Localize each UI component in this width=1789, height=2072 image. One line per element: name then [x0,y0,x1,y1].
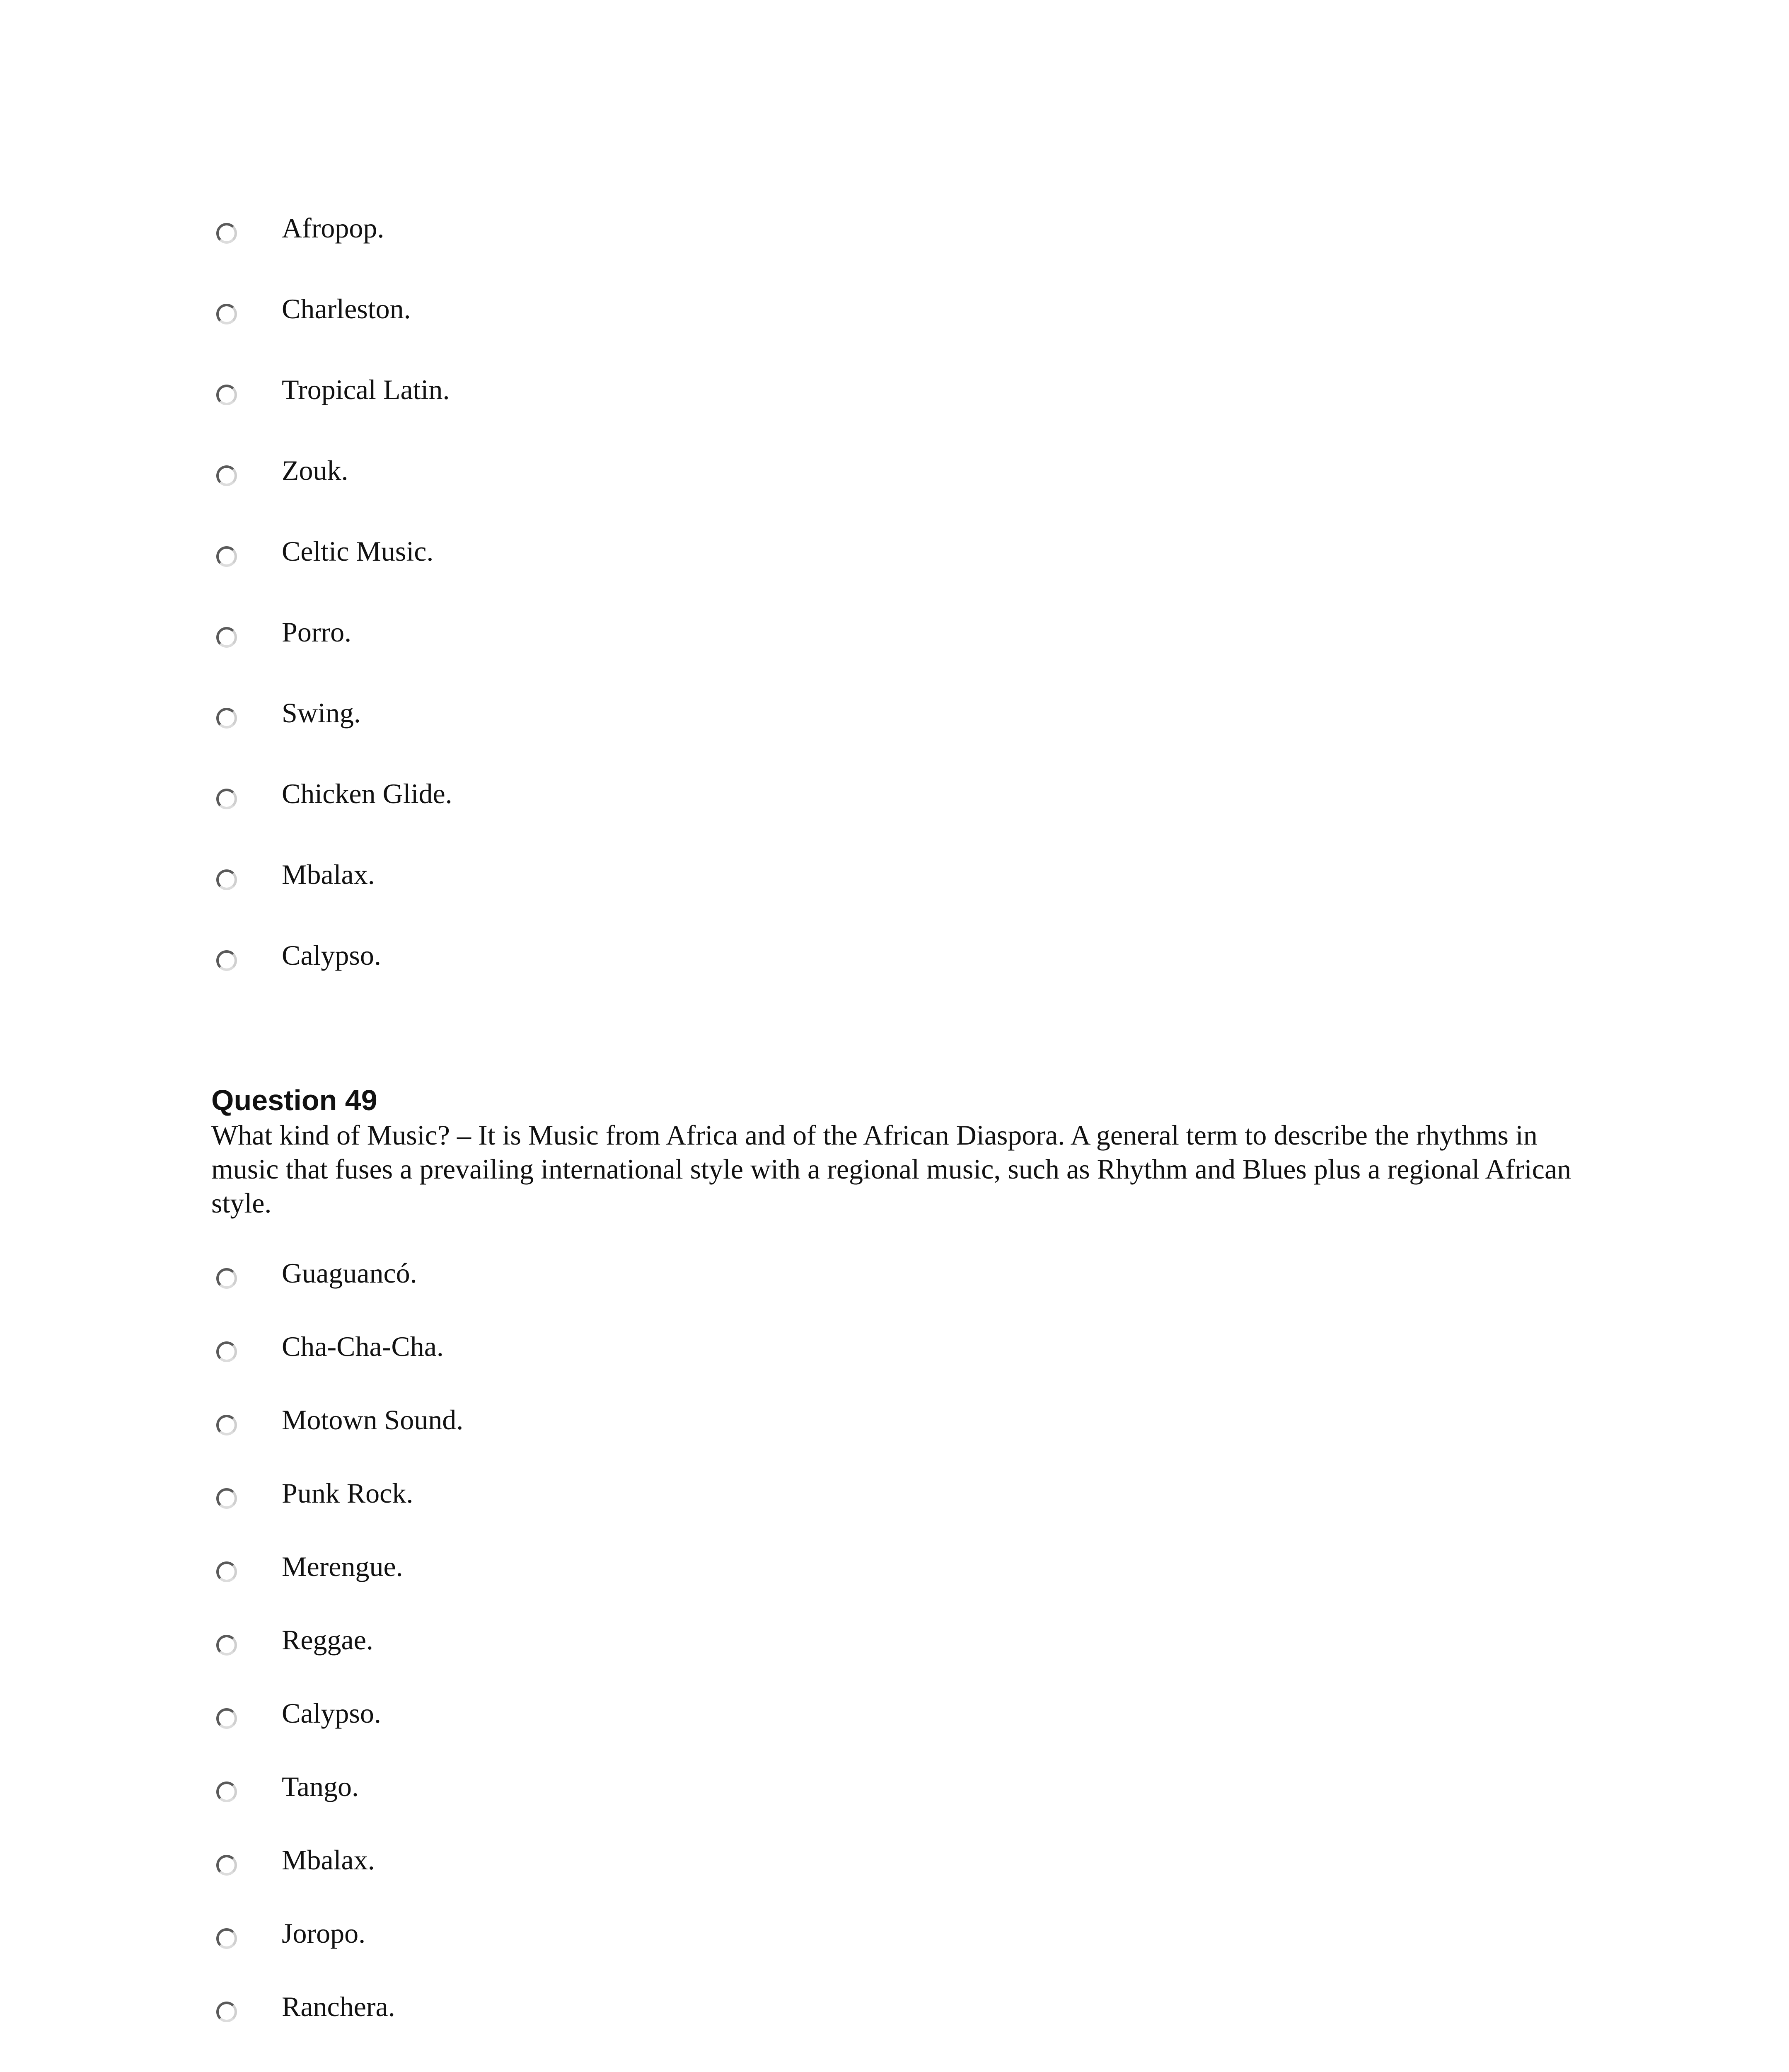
radio-button[interactable] [216,1928,237,1949]
radio-button[interactable] [216,708,237,729]
option-label[interactable]: Tropical Latin. [282,374,450,405]
option-label[interactable]: Zouk. [282,455,348,486]
option-label[interactable]: Punk Rock. [282,1477,413,1509]
option-label[interactable]: Merengue. [282,1551,403,1582]
radio-button[interactable] [216,2002,237,2022]
radio-button[interactable] [216,1782,237,1802]
option-label[interactable]: Porro. [282,616,352,648]
radio-button[interactable] [216,1855,237,1876]
option-label[interactable]: Motown Sound. [282,1404,464,1435]
option-label[interactable]: Chicken Glide. [282,778,452,809]
radio-button[interactable] [216,1561,237,1582]
option-label[interactable]: Cha-Cha-Cha. [282,1331,444,1362]
radio-button[interactable] [216,546,237,567]
question-49 [211,1082,1595,1220]
option-label[interactable]: Afropop. [282,212,384,244]
option-label[interactable]: Celtic Music. [282,535,434,567]
radio-button[interactable] [216,1708,237,1729]
option-label[interactable]: Charleston. [282,293,411,324]
radio-button[interactable] [216,869,237,890]
option-label[interactable]: Swing. [282,697,361,729]
option-label[interactable]: Tango. [282,1771,359,1802]
question-title: Question 49 [211,1084,377,1116]
question-text: What kind of Music? – It is Music from Africa and of the African Diaspora. A general term to describe the rhythms in music that fuses a prevailing international style with a regional music, such as Rhythm and Blues plus a regional African style. [211,1119,1571,1219]
radio-button[interactable] [216,223,237,244]
radio-button[interactable] [216,1488,237,1509]
radio-button[interactable] [216,465,237,486]
radio-button[interactable] [216,1341,237,1362]
option-label[interactable]: Mbalax. [282,1844,375,1876]
option-label[interactable]: Reggae. [282,1624,373,1656]
radio-button[interactable] [216,304,237,324]
radio-button[interactable] [216,1635,237,1656]
option-label[interactable]: Mbalax. [282,859,375,890]
option-label[interactable]: Guaguancó. [282,1257,417,1289]
radio-button[interactable] [216,789,237,809]
radio-button[interactable] [216,385,237,405]
radio-button[interactable] [216,1268,237,1289]
radio-button[interactable] [216,627,237,648]
radio-button[interactable] [216,1415,237,1435]
option-label[interactable]: Calypso. [282,939,381,971]
option-label[interactable]: Joropo. [282,1917,366,1949]
radio-button[interactable] [216,950,237,971]
option-label[interactable]: Calypso. [282,1697,381,1729]
option-label[interactable]: Ranchera. [282,1991,395,2022]
